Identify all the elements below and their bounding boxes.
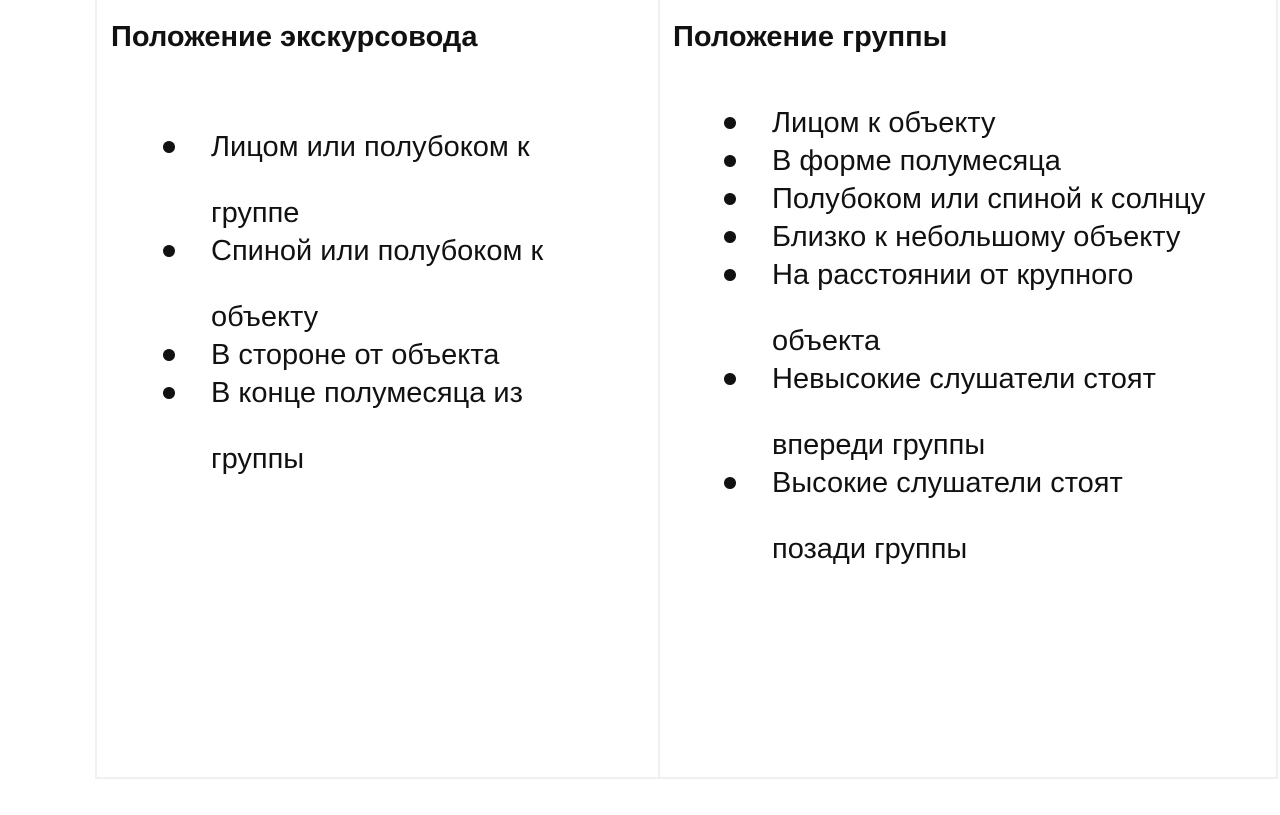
list-item-text: группы — [211, 443, 305, 475]
group-position-title: Положение группы — [673, 21, 948, 53]
list-item-text: объекту — [211, 301, 319, 333]
list-item-text: позади группы — [772, 533, 968, 565]
bullet-dot-icon — [724, 477, 736, 489]
comparison-table — [95, 0, 1278, 779]
guide-position-column — [97, 0, 660, 777]
list-item — [163, 128, 543, 232]
list-item-text: В стороне от объекта — [211, 339, 500, 371]
list-item — [163, 374, 543, 478]
list-item — [724, 142, 1205, 180]
bullet-dot-icon — [163, 141, 175, 153]
list-item-text: Высокие слушатели стоят — [772, 467, 1123, 499]
list-item — [724, 464, 1205, 568]
list-item — [724, 104, 1205, 142]
list-item-text: объекта — [772, 325, 881, 357]
list-item-text: Лицом или полубоком к — [211, 131, 530, 163]
group-position-column — [660, 0, 1276, 777]
bullet-dot-icon — [724, 269, 736, 281]
list-item-text: впереди группы — [772, 429, 986, 461]
list-item-text: На расстоянии от крупного — [772, 259, 1134, 291]
bullet-dot-icon — [724, 193, 736, 205]
list-item — [163, 232, 543, 336]
bullet-dot-icon — [724, 155, 736, 167]
list-item-text: Невысокие слушатели стоят — [772, 363, 1156, 395]
list-item — [724, 360, 1205, 464]
list-item-text: Лицом к объекту — [772, 107, 996, 139]
group-position-list — [724, 104, 1205, 568]
bullet-dot-icon — [163, 245, 175, 257]
list-item — [724, 256, 1205, 360]
list-item — [163, 336, 543, 374]
list-item — [724, 218, 1205, 256]
list-item-text: Близко к небольшому объекту — [772, 221, 1181, 253]
bullet-dot-icon — [724, 373, 736, 385]
list-item-text: Полубоком или спиной к солнцу — [772, 183, 1206, 215]
guide-position-list — [163, 128, 543, 478]
guide-position-title: Положение экскурсовода — [111, 21, 478, 53]
list-item — [724, 180, 1205, 218]
bullet-dot-icon — [163, 349, 175, 361]
list-item-text: В конце полумесяца из — [211, 377, 523, 409]
bullet-dot-icon — [163, 387, 175, 399]
bullet-dot-icon — [724, 231, 736, 243]
list-item-text: группе — [211, 197, 300, 229]
bullet-dot-icon — [724, 117, 736, 129]
list-item-text: Спиной или полубоком к — [211, 235, 544, 267]
list-item-text: В форме полумесяца — [772, 145, 1061, 177]
